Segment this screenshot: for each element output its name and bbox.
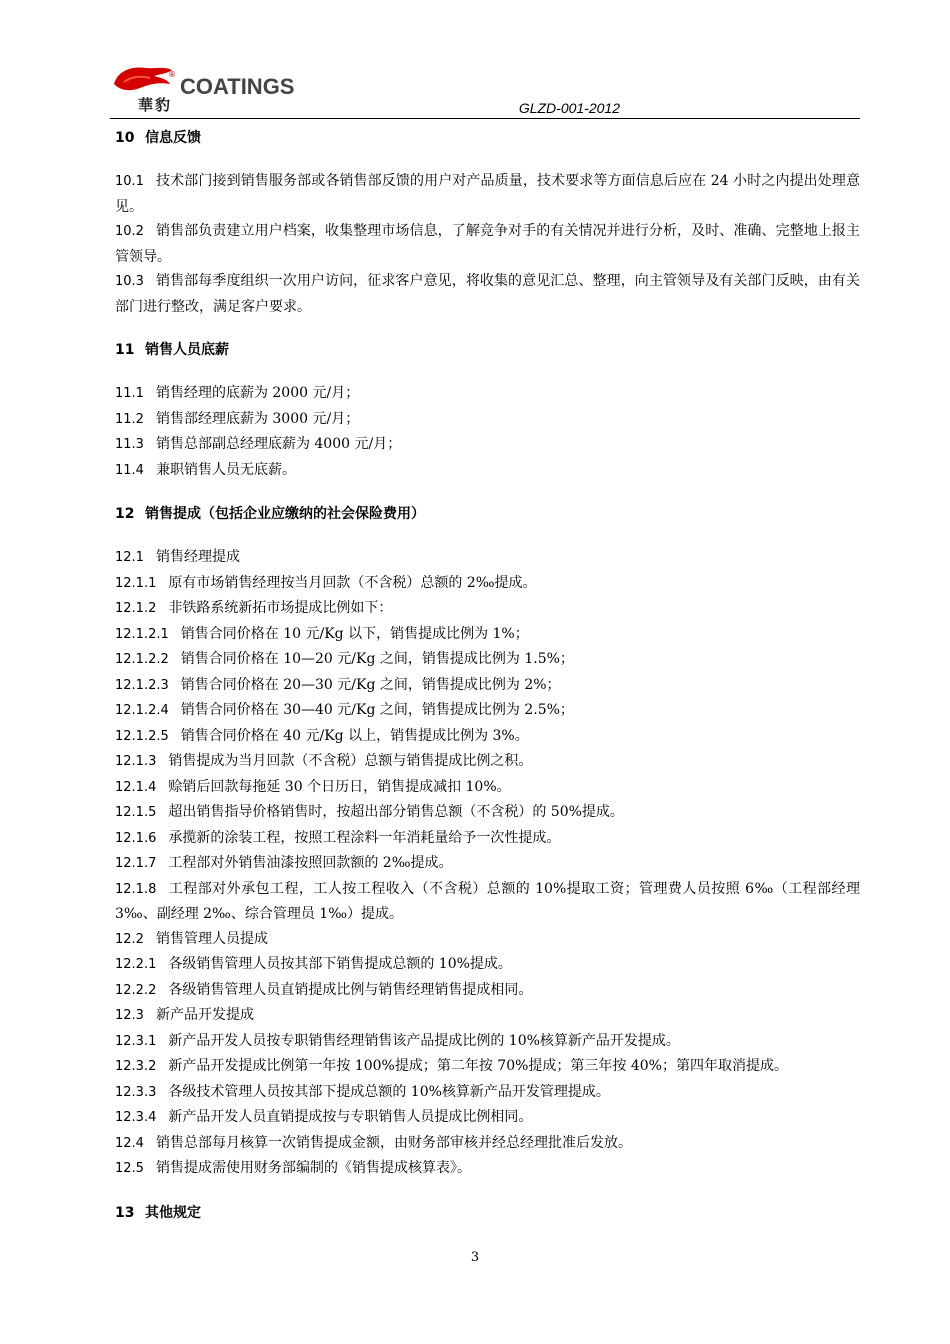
- clause-number: 12.3: [115, 1008, 144, 1023]
- clause-number: 12.4: [115, 1135, 144, 1151]
- clause-number: 10.3: [115, 274, 144, 289]
- clause-paragraph: [115, 698, 860, 724]
- clause-text: 销售部负责建立用户档案，收集整理市场信息，了解竞争对手的有关情况并进行分析，及时、准确、完整地上报主管领导。: [115, 223, 860, 265]
- clause-number: 12.3.3: [115, 1084, 157, 1100]
- clause-number: 12.1.7: [115, 856, 157, 871]
- clause-number: 12.1.1: [115, 575, 157, 591]
- page-number: 3: [470, 1250, 480, 1265]
- clause-number: 11.3: [115, 437, 144, 452]
- clause-number: 11.2: [115, 411, 144, 427]
- clause-text: 销售经理提成: [155, 549, 240, 565]
- clause-number: 12.1.2.2: [115, 652, 169, 667]
- clause-text: 原有市场销售经理按当月回款（不含税）总额的 2‰提成。: [168, 574, 537, 591]
- section-heading: [115, 1201, 860, 1225]
- clause-paragraph: [115, 952, 860, 978]
- clause-paragraph: [115, 269, 860, 319]
- clause-text: 工程部对外承包工程，工人按工程收入（不含税）总额的 10%提取工资；管理费人员按照 6‰（工程部经理 3‰、副经理 2‰、综合管理员 1‰）提成。: [115, 880, 860, 922]
- clause-text: 非铁路系统新拓市场提成比例如下：: [168, 600, 393, 616]
- clause-text: 销售总部每月核算一次销售提成金额，由财务部审核并经总经理批准后发放。: [155, 1134, 632, 1151]
- clause-paragraph: [115, 749, 860, 775]
- section-number: 13: [115, 1204, 135, 1221]
- clause-text: 销售合同价格在 10—20 元/Kg 之间，销售提成比例为 1.5%；: [180, 651, 574, 667]
- clause-paragraph: [115, 381, 860, 407]
- section-title: 销售提成（包括企业应缴纳的社会保险费用）: [145, 506, 425, 522]
- clause-text: 销售管理人员提成: [155, 930, 268, 947]
- clause-number: 12.1: [115, 550, 144, 565]
- clause-paragraph: [115, 775, 860, 801]
- clause-paragraph: [115, 877, 860, 927]
- section-heading: [115, 502, 860, 526]
- clause-number: 12.1.3: [115, 754, 157, 769]
- clause-text: 各级销售管理人员按其部下销售提成总额的 10%提成。: [168, 956, 512, 972]
- company-logo: [110, 60, 295, 118]
- clause-text: 销售合同价格在 40 元/Kg 以上，销售提成比例为 3%。: [180, 727, 529, 744]
- document-code: GLZD-001-2012: [518, 100, 620, 116]
- clause-text: 超出销售指导价格销售时，按超出部分销售总额（不含税）的 50%提成。: [168, 804, 624, 820]
- clause-paragraph: [115, 571, 860, 597]
- clause-text: 承揽新的涂装工程，按照工程涂料一年消耗量给予一次性提成。: [168, 829, 561, 846]
- clause-paragraph: [115, 458, 860, 484]
- section-heading: [115, 338, 860, 362]
- clause-number: 12.3.4: [115, 1110, 157, 1125]
- section-title: 销售人员底薪: [145, 342, 229, 358]
- clause-text: 新产品开发人员按专职销售经理销售该产品提成比例的 10%核算新产品开发提成。: [168, 1032, 680, 1049]
- clause-paragraph: [115, 1003, 860, 1029]
- clause-text: 销售总部副总经理底薪为 4000 元/月；: [155, 436, 402, 452]
- clause-paragraph: [115, 1156, 860, 1182]
- clause-paragraph: [115, 800, 860, 826]
- section-title: 其他规定: [145, 1204, 201, 1221]
- clause-paragraph: [115, 1054, 860, 1080]
- clause-paragraph: [115, 219, 860, 269]
- clause-number: 12.1.2.1: [115, 626, 169, 642]
- clause-text: 销售部每季度组织一次用户访问，征求客户意见，将收集的意见汇总、整理，向主管领导及有关部门反映，由有关部门进行整改，满足客户要求。: [115, 273, 860, 315]
- clause-text: 赊销后回款每拖延 30 个日历日，销售提成减扣 10%。: [168, 778, 511, 795]
- clause-text: 新产品开发提成比例第一年按 100%提成；第二年按 70%提成；第三年按 40%；第四年取消提成。: [168, 1058, 788, 1074]
- clause-paragraph: [115, 851, 860, 877]
- clause-number: 12.1.8: [115, 881, 157, 897]
- clause-text: 销售合同价格在 20—30 元/Kg 之间，销售提成比例为 2%；: [180, 676, 561, 693]
- clause-text: 销售合同价格在 10 元/Kg 以下，销售提成比例为 1%；: [180, 625, 529, 642]
- clause-number: 10.1: [115, 174, 144, 189]
- clause-text: 各级销售管理人员直销提成比例与销售经理销售提成相同。: [168, 981, 533, 998]
- clause-paragraph: [115, 1105, 860, 1131]
- header-divider: [110, 118, 860, 119]
- registered-mark: ®: [168, 70, 176, 79]
- clause-text: 销售经理的底薪为 2000 元/月；: [155, 385, 360, 401]
- clause-paragraph: [115, 978, 860, 1004]
- logo-chinese-name: 華豹: [138, 96, 173, 114]
- clause-paragraph: [115, 673, 860, 699]
- clause-paragraph: [115, 622, 860, 648]
- clause-paragraph: [115, 1131, 860, 1157]
- section-title: 信息反馈: [145, 130, 201, 146]
- clause-text: 销售提成需使用财务部编制的《销售提成核算表》。: [155, 1160, 471, 1176]
- page-header: [110, 60, 860, 120]
- clause-paragraph: [115, 724, 860, 750]
- clause-paragraph: [115, 432, 860, 458]
- clause-text: 新产品开发人员直销提成按与专职销售人员提成比例相同。: [168, 1109, 533, 1125]
- section-number: 10: [115, 130, 135, 146]
- clause-paragraph: [115, 1029, 860, 1055]
- section-number: 11: [115, 342, 135, 358]
- clause-paragraph: [115, 169, 860, 219]
- clause-number: 12.1.2.4: [115, 703, 169, 718]
- clause-number: 12.2: [115, 931, 144, 947]
- clause-number: 12.5: [115, 1161, 144, 1176]
- section-heading: [115, 126, 860, 150]
- clause-text: 销售提成为当月回款（不含税）总额与销售提成比例之积。: [168, 753, 533, 769]
- clause-text: 各级技术管理人员按其部下提成总额的 10%核算新产品开发管理提成。: [168, 1083, 610, 1100]
- clause-paragraph: [115, 826, 860, 852]
- clause-text: 销售合同价格在 30—40 元/Kg 之间，销售提成比例为 2.5%；: [180, 702, 574, 718]
- clause-text: 新产品开发提成: [155, 1007, 254, 1023]
- clause-number: 12.1.4: [115, 779, 157, 795]
- clause-number: 11.4: [115, 462, 144, 478]
- clause-number: 12.1.2.3: [115, 677, 169, 693]
- clause-text: 技术部门接到销售服务部或各销售部反馈的用户对产品质量，技术要求等方面信息后应在 24 小时之内提出处理意见。: [115, 173, 860, 215]
- clause-number: 12.3.1: [115, 1033, 157, 1049]
- section-number: 12: [115, 506, 135, 522]
- clause-paragraph: [115, 407, 860, 433]
- clause-paragraph: [115, 647, 860, 673]
- clause-number: 12.1.2.5: [115, 728, 169, 744]
- clause-number: 12.3.2: [115, 1059, 157, 1074]
- document-body: [115, 126, 860, 1244]
- clause-paragraph: [115, 927, 860, 953]
- clause-number: 12.2.2: [115, 982, 157, 998]
- clause-paragraph: [115, 1080, 860, 1106]
- clause-number: 12.1.5: [115, 805, 157, 820]
- clause-text: 兼职销售人员无底薪。: [155, 461, 296, 478]
- clause-number: 12.1.6: [115, 830, 157, 846]
- clause-paragraph: [115, 545, 860, 571]
- clause-text: 工程部对外销售油漆按照回款额的 2‰提成。: [168, 855, 453, 871]
- clause-number: 11.1: [115, 386, 144, 401]
- clause-paragraph: [115, 596, 860, 622]
- clause-number: 12.1.2: [115, 601, 157, 616]
- clause-text: 销售部经理底薪为 3000 元/月；: [155, 410, 360, 427]
- clause-number: 10.2: [115, 224, 144, 239]
- logo-text: COATINGS: [180, 74, 295, 99]
- clause-number: 12.2.1: [115, 957, 157, 972]
